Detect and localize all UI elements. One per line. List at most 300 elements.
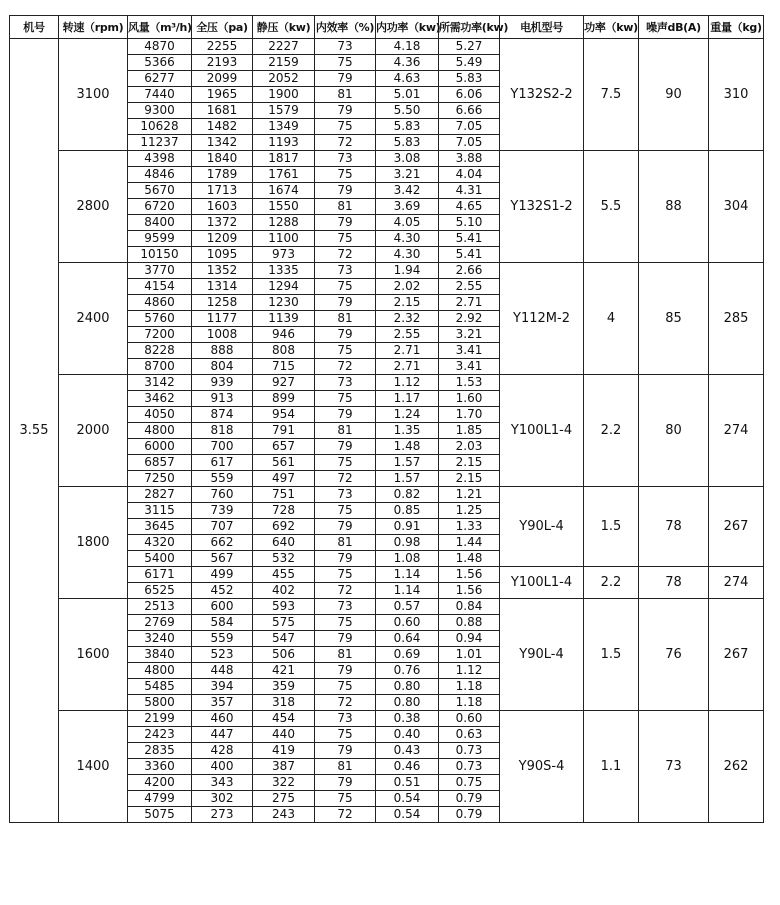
internal-power-cell: 5.50	[376, 103, 439, 119]
internal-power-cell: 2.32	[376, 311, 439, 327]
airflow-cell: 8400	[128, 215, 192, 231]
total-pressure-cell: 1681	[192, 103, 253, 119]
total-pressure-cell: 273	[192, 807, 253, 823]
required-power-cell: 0.88	[439, 615, 500, 631]
header-static-pressure: 静压（kw)	[253, 16, 315, 39]
airflow-cell: 5400	[128, 551, 192, 567]
total-pressure-cell: 1965	[192, 87, 253, 103]
internal-power-cell: 4.30	[376, 247, 439, 263]
static-pressure-cell: 1294	[253, 279, 315, 295]
total-pressure-cell: 804	[192, 359, 253, 375]
total-pressure-cell: 1713	[192, 183, 253, 199]
efficiency-cell: 73	[315, 39, 376, 55]
header-row	[10, 16, 764, 39]
noise-cell: 76	[639, 599, 709, 711]
airflow-cell: 2827	[128, 487, 192, 503]
required-power-cell: 5.10	[439, 215, 500, 231]
static-pressure-cell: 1349	[253, 119, 315, 135]
table-row	[10, 39, 764, 55]
airflow-cell: 4320	[128, 535, 192, 551]
static-pressure-cell: 318	[253, 695, 315, 711]
required-power-cell: 2.92	[439, 311, 500, 327]
static-pressure-cell: 640	[253, 535, 315, 551]
static-pressure-cell: 506	[253, 647, 315, 663]
total-pressure-cell: 1482	[192, 119, 253, 135]
total-pressure-cell: 707	[192, 519, 253, 535]
required-power-cell: 1.44	[439, 535, 500, 551]
required-power-cell: 1.21	[439, 487, 500, 503]
static-pressure-cell: 715	[253, 359, 315, 375]
noise-cell: 73	[639, 711, 709, 823]
airflow-cell: 6525	[128, 583, 192, 599]
internal-power-cell: 4.63	[376, 71, 439, 87]
efficiency-cell: 72	[315, 247, 376, 263]
efficiency-cell: 75	[315, 727, 376, 743]
weight-cell: 267	[709, 599, 764, 711]
efficiency-cell: 79	[315, 631, 376, 647]
efficiency-cell: 72	[315, 471, 376, 487]
static-pressure-cell: 751	[253, 487, 315, 503]
efficiency-cell: 75	[315, 231, 376, 247]
required-power-cell: 3.41	[439, 343, 500, 359]
static-pressure-cell: 402	[253, 583, 315, 599]
motor-model-cell: Y132S2-2	[500, 39, 584, 151]
speed-cell: 1600	[59, 599, 128, 711]
efficiency-cell: 72	[315, 583, 376, 599]
motor-model-cell: Y112M-2	[500, 263, 584, 375]
static-pressure-cell: 2159	[253, 55, 315, 71]
total-pressure-cell: 452	[192, 583, 253, 599]
internal-power-cell: 1.08	[376, 551, 439, 567]
internal-power-cell: 0.38	[376, 711, 439, 727]
internal-power-cell: 4.36	[376, 55, 439, 71]
total-pressure-cell: 523	[192, 647, 253, 663]
airflow-cell: 4846	[128, 167, 192, 183]
static-pressure-cell: 455	[253, 567, 315, 583]
efficiency-cell: 72	[315, 807, 376, 823]
total-pressure-cell: 600	[192, 599, 253, 615]
static-pressure-cell: 1550	[253, 199, 315, 215]
airflow-cell: 3142	[128, 375, 192, 391]
total-pressure-cell: 818	[192, 423, 253, 439]
static-pressure-cell: 657	[253, 439, 315, 455]
table-body	[10, 39, 764, 823]
required-power-cell: 4.65	[439, 199, 500, 215]
total-pressure-cell: 460	[192, 711, 253, 727]
required-power-cell: 0.79	[439, 807, 500, 823]
internal-power-cell: 3.08	[376, 151, 439, 167]
total-pressure-cell: 1342	[192, 135, 253, 151]
total-pressure-cell: 1095	[192, 247, 253, 263]
efficiency-cell: 73	[315, 599, 376, 615]
internal-power-cell: 5.83	[376, 119, 439, 135]
required-power-cell: 1.56	[439, 583, 500, 599]
required-power-cell: 4.31	[439, 183, 500, 199]
efficiency-cell: 79	[315, 663, 376, 679]
static-pressure-cell: 275	[253, 791, 315, 807]
total-pressure-cell: 428	[192, 743, 253, 759]
internal-power-cell: 4.30	[376, 231, 439, 247]
internal-power-cell: 2.71	[376, 343, 439, 359]
noise-cell: 78	[639, 567, 709, 599]
static-pressure-cell: 899	[253, 391, 315, 407]
internal-power-cell: 3.21	[376, 167, 439, 183]
required-power-cell: 3.41	[439, 359, 500, 375]
total-pressure-cell: 1258	[192, 295, 253, 311]
total-pressure-cell: 394	[192, 679, 253, 695]
internal-power-cell: 0.98	[376, 535, 439, 551]
airflow-cell: 5366	[128, 55, 192, 71]
table-row	[10, 151, 764, 167]
airflow-cell: 10628	[128, 119, 192, 135]
airflow-cell: 4800	[128, 663, 192, 679]
airflow-cell: 4799	[128, 791, 192, 807]
internal-power-cell: 0.80	[376, 695, 439, 711]
motor-power-cell: 4	[584, 263, 639, 375]
required-power-cell: 1.56	[439, 567, 500, 583]
total-pressure-cell: 1008	[192, 327, 253, 343]
total-pressure-cell: 1177	[192, 311, 253, 327]
header-airflow: 风量（m³/h)	[128, 16, 192, 39]
total-pressure-cell: 760	[192, 487, 253, 503]
efficiency-cell: 75	[315, 55, 376, 71]
weight-cell: 274	[709, 567, 764, 599]
internal-power-cell: 0.40	[376, 727, 439, 743]
required-power-cell: 1.70	[439, 407, 500, 423]
static-pressure-cell: 387	[253, 759, 315, 775]
airflow-cell: 2769	[128, 615, 192, 631]
speed-cell: 1400	[59, 711, 128, 823]
efficiency-cell: 75	[315, 119, 376, 135]
table-row	[10, 599, 764, 615]
efficiency-cell: 73	[315, 263, 376, 279]
required-power-cell: 1.18	[439, 679, 500, 695]
internal-power-cell: 0.69	[376, 647, 439, 663]
required-power-cell: 5.41	[439, 247, 500, 263]
header-machine-no: 机号	[10, 16, 59, 39]
total-pressure-cell: 447	[192, 727, 253, 743]
static-pressure-cell: 1674	[253, 183, 315, 199]
motor-model-cell: Y90L-4	[500, 599, 584, 711]
airflow-cell: 2199	[128, 711, 192, 727]
efficiency-cell: 75	[315, 615, 376, 631]
required-power-cell: 3.21	[439, 327, 500, 343]
static-pressure-cell: 1193	[253, 135, 315, 151]
airflow-cell: 8700	[128, 359, 192, 375]
airflow-cell: 4200	[128, 775, 192, 791]
required-power-cell: 0.94	[439, 631, 500, 647]
static-pressure-cell: 497	[253, 471, 315, 487]
airflow-cell: 2513	[128, 599, 192, 615]
weight-cell: 267	[709, 487, 764, 567]
total-pressure-cell: 1789	[192, 167, 253, 183]
required-power-cell: 5.49	[439, 55, 500, 71]
static-pressure-cell: 2227	[253, 39, 315, 55]
efficiency-cell: 75	[315, 503, 376, 519]
airflow-cell: 3240	[128, 631, 192, 647]
motor-power-cell: 1.5	[584, 599, 639, 711]
airflow-cell: 5800	[128, 695, 192, 711]
airflow-cell: 4050	[128, 407, 192, 423]
required-power-cell: 2.55	[439, 279, 500, 295]
internal-power-cell: 1.48	[376, 439, 439, 455]
static-pressure-cell: 927	[253, 375, 315, 391]
efficiency-cell: 79	[315, 215, 376, 231]
internal-power-cell: 4.18	[376, 39, 439, 55]
airflow-cell: 5075	[128, 807, 192, 823]
total-pressure-cell: 700	[192, 439, 253, 455]
efficiency-cell: 79	[315, 295, 376, 311]
efficiency-cell: 81	[315, 199, 376, 215]
internal-power-cell: 1.35	[376, 423, 439, 439]
efficiency-cell: 81	[315, 647, 376, 663]
table-row	[10, 375, 764, 391]
airflow-cell: 7250	[128, 471, 192, 487]
total-pressure-cell: 2099	[192, 71, 253, 87]
efficiency-cell: 81	[315, 759, 376, 775]
internal-power-cell: 2.15	[376, 295, 439, 311]
required-power-cell: 0.63	[439, 727, 500, 743]
internal-power-cell: 0.82	[376, 487, 439, 503]
static-pressure-cell: 532	[253, 551, 315, 567]
internal-power-cell: 0.57	[376, 599, 439, 615]
efficiency-cell: 79	[315, 183, 376, 199]
motor-model-cell: Y90S-4	[500, 711, 584, 823]
efficiency-cell: 75	[315, 567, 376, 583]
efficiency-cell: 79	[315, 407, 376, 423]
header-motor-model: 电机型号	[500, 16, 584, 39]
required-power-cell: 1.01	[439, 647, 500, 663]
internal-power-cell: 0.64	[376, 631, 439, 647]
internal-power-cell: 5.01	[376, 87, 439, 103]
efficiency-cell: 79	[315, 551, 376, 567]
total-pressure-cell: 2255	[192, 39, 253, 55]
efficiency-cell: 75	[315, 279, 376, 295]
airflow-cell: 4398	[128, 151, 192, 167]
efficiency-cell: 81	[315, 535, 376, 551]
motor-power-cell: 7.5	[584, 39, 639, 151]
required-power-cell: 4.04	[439, 167, 500, 183]
airflow-cell: 6277	[128, 71, 192, 87]
internal-power-cell: 0.54	[376, 807, 439, 823]
motor-power-cell: 5.5	[584, 151, 639, 263]
total-pressure-cell: 1209	[192, 231, 253, 247]
required-power-cell: 1.53	[439, 375, 500, 391]
static-pressure-cell: 808	[253, 343, 315, 359]
static-pressure-cell: 1100	[253, 231, 315, 247]
static-pressure-cell: 1900	[253, 87, 315, 103]
internal-power-cell: 4.05	[376, 215, 439, 231]
airflow-cell: 5670	[128, 183, 192, 199]
required-power-cell: 5.41	[439, 231, 500, 247]
airflow-cell: 6857	[128, 455, 192, 471]
internal-power-cell: 1.17	[376, 391, 439, 407]
efficiency-cell: 81	[315, 87, 376, 103]
static-pressure-cell: 322	[253, 775, 315, 791]
total-pressure-cell: 357	[192, 695, 253, 711]
machine-no-cell: 3.55	[10, 39, 59, 823]
required-power-cell: 0.84	[439, 599, 500, 615]
efficiency-cell: 81	[315, 311, 376, 327]
header-noise: 噪声dB(A)	[639, 16, 709, 39]
total-pressure-cell: 739	[192, 503, 253, 519]
internal-power-cell: 0.60	[376, 615, 439, 631]
motor-model-cell: Y90L-4	[500, 487, 584, 567]
airflow-cell: 11237	[128, 135, 192, 151]
airflow-cell: 9599	[128, 231, 192, 247]
static-pressure-cell: 454	[253, 711, 315, 727]
required-power-cell: 2.15	[439, 471, 500, 487]
total-pressure-cell: 1314	[192, 279, 253, 295]
internal-power-cell: 1.24	[376, 407, 439, 423]
efficiency-cell: 72	[315, 135, 376, 151]
noise-cell: 88	[639, 151, 709, 263]
static-pressure-cell: 1230	[253, 295, 315, 311]
header-internal-power: 内功率（kw)	[376, 16, 439, 39]
airflow-cell: 3115	[128, 503, 192, 519]
required-power-cell: 7.05	[439, 135, 500, 151]
efficiency-cell: 79	[315, 103, 376, 119]
airflow-cell: 10150	[128, 247, 192, 263]
weight-cell: 285	[709, 263, 764, 375]
required-power-cell: 0.73	[439, 759, 500, 775]
static-pressure-cell: 1817	[253, 151, 315, 167]
speed-cell: 3100	[59, 39, 128, 151]
airflow-cell: 3645	[128, 519, 192, 535]
static-pressure-cell: 692	[253, 519, 315, 535]
required-power-cell: 1.60	[439, 391, 500, 407]
static-pressure-cell: 593	[253, 599, 315, 615]
required-power-cell: 0.73	[439, 743, 500, 759]
internal-power-cell: 5.83	[376, 135, 439, 151]
total-pressure-cell: 617	[192, 455, 253, 471]
internal-power-cell: 1.14	[376, 583, 439, 599]
static-pressure-cell: 1335	[253, 263, 315, 279]
noise-cell: 78	[639, 487, 709, 567]
efficiency-cell: 79	[315, 71, 376, 87]
static-pressure-cell: 791	[253, 423, 315, 439]
airflow-cell: 7440	[128, 87, 192, 103]
motor-model-cell: Y100L1-4	[500, 375, 584, 487]
static-pressure-cell: 946	[253, 327, 315, 343]
airflow-cell: 3770	[128, 263, 192, 279]
efficiency-cell: 73	[315, 375, 376, 391]
airflow-cell: 3360	[128, 759, 192, 775]
motor-model-cell: Y100L1-4	[500, 567, 584, 599]
total-pressure-cell: 302	[192, 791, 253, 807]
airflow-cell: 2423	[128, 727, 192, 743]
static-pressure-cell: 1761	[253, 167, 315, 183]
header-speed: 转速（rpm)	[59, 16, 128, 39]
motor-power-cell: 1.1	[584, 711, 639, 823]
efficiency-cell: 79	[315, 743, 376, 759]
total-pressure-cell: 2193	[192, 55, 253, 71]
airflow-cell: 2835	[128, 743, 192, 759]
internal-power-cell: 1.57	[376, 455, 439, 471]
speed-cell: 2000	[59, 375, 128, 487]
airflow-cell: 6171	[128, 567, 192, 583]
total-pressure-cell: 567	[192, 551, 253, 567]
efficiency-cell: 81	[315, 423, 376, 439]
airflow-cell: 4860	[128, 295, 192, 311]
static-pressure-cell: 973	[253, 247, 315, 263]
static-pressure-cell: 547	[253, 631, 315, 647]
header-weight: 重量（kg)	[709, 16, 764, 39]
internal-power-cell: 0.80	[376, 679, 439, 695]
noise-cell: 90	[639, 39, 709, 151]
motor-power-cell: 2.2	[584, 567, 639, 599]
total-pressure-cell: 584	[192, 615, 253, 631]
motor-power-cell: 2.2	[584, 375, 639, 487]
airflow-cell: 9300	[128, 103, 192, 119]
noise-cell: 85	[639, 263, 709, 375]
efficiency-cell: 79	[315, 327, 376, 343]
weight-cell: 304	[709, 151, 764, 263]
airflow-cell: 4800	[128, 423, 192, 439]
required-power-cell: 1.18	[439, 695, 500, 711]
airflow-cell: 5485	[128, 679, 192, 695]
required-power-cell: 1.48	[439, 551, 500, 567]
internal-power-cell: 2.71	[376, 359, 439, 375]
required-power-cell: 0.75	[439, 775, 500, 791]
total-pressure-cell: 1603	[192, 199, 253, 215]
table-row	[10, 711, 764, 727]
internal-power-cell: 1.94	[376, 263, 439, 279]
static-pressure-cell: 419	[253, 743, 315, 759]
efficiency-cell: 75	[315, 455, 376, 471]
internal-power-cell: 1.57	[376, 471, 439, 487]
total-pressure-cell: 888	[192, 343, 253, 359]
required-power-cell: 0.79	[439, 791, 500, 807]
static-pressure-cell: 1288	[253, 215, 315, 231]
fan-performance-table	[9, 15, 764, 823]
efficiency-cell: 79	[315, 775, 376, 791]
airflow-cell: 3840	[128, 647, 192, 663]
motor-power-cell: 1.5	[584, 487, 639, 567]
static-pressure-cell: 243	[253, 807, 315, 823]
noise-cell: 80	[639, 375, 709, 487]
header-internal-efficiency: 内效率（%)	[315, 16, 376, 39]
weight-cell: 310	[709, 39, 764, 151]
total-pressure-cell: 1372	[192, 215, 253, 231]
total-pressure-cell: 559	[192, 631, 253, 647]
airflow-cell: 8228	[128, 343, 192, 359]
efficiency-cell: 75	[315, 679, 376, 695]
required-power-cell: 2.15	[439, 455, 500, 471]
required-power-cell: 1.25	[439, 503, 500, 519]
static-pressure-cell: 1579	[253, 103, 315, 119]
internal-power-cell: 0.91	[376, 519, 439, 535]
required-power-cell: 5.27	[439, 39, 500, 55]
airflow-cell: 5760	[128, 311, 192, 327]
speed-cell: 1800	[59, 487, 128, 599]
required-power-cell: 6.66	[439, 103, 500, 119]
efficiency-cell: 79	[315, 439, 376, 455]
static-pressure-cell: 421	[253, 663, 315, 679]
internal-power-cell: 1.14	[376, 567, 439, 583]
static-pressure-cell: 575	[253, 615, 315, 631]
internal-power-cell: 0.54	[376, 791, 439, 807]
internal-power-cell: 3.69	[376, 199, 439, 215]
required-power-cell: 7.05	[439, 119, 500, 135]
total-pressure-cell: 559	[192, 471, 253, 487]
airflow-cell: 4154	[128, 279, 192, 295]
efficiency-cell: 73	[315, 711, 376, 727]
airflow-cell: 6720	[128, 199, 192, 215]
total-pressure-cell: 662	[192, 535, 253, 551]
internal-power-cell: 0.51	[376, 775, 439, 791]
efficiency-cell: 79	[315, 519, 376, 535]
